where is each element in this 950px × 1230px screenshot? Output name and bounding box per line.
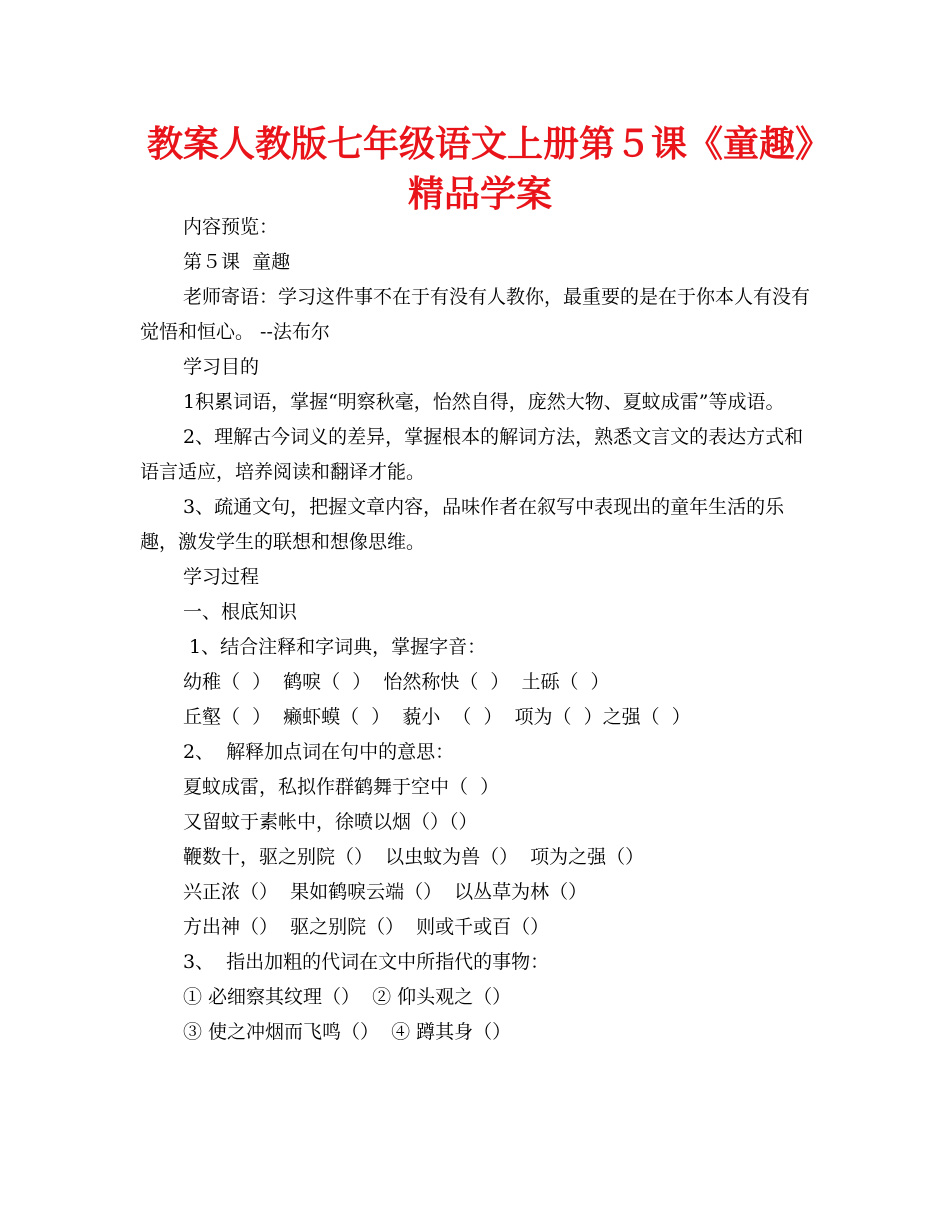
exercise-line: 方出神（） 驱之别院（） 则或千或百（） <box>183 916 550 938</box>
paragraph: 内容预览： <box>183 216 279 238</box>
paragraph: 2、理解古今词义的差异，掌握根本的解词方法，熟悉文言文的表达方式和语言适应，培养阅读和翻译才能。 <box>140 426 804 483</box>
exercise-line: 又留蚊于素帐中，徐喷以烟（）（） <box>183 811 478 833</box>
paragraph: 3、 指出加粗的代词在文中所指代的事物： <box>183 951 550 973</box>
paragraph: 第５课 童趣 <box>183 251 291 273</box>
document-title: 教案人教版七年级语文上册第５课《童趣》精品学案 <box>146 124 813 215</box>
exercise-line: 丘壑（ ） 癞虾蟆（ ） 藐小 （ ） 项为（ ）之强（ ） <box>183 706 691 728</box>
exercise-line: 夏蚊成雷，私拟作群鹤舞于空中（ ） <box>183 776 500 798</box>
exercise-line: 幼稚（ ） 鹤唳（ ） 怡然称快（ ） 土砾（ ） <box>183 671 610 693</box>
paragraph: 1积累词语，掌握“明察秋毫，怡然自得，庞然大物、夏蚊成雷”等成语。 <box>183 391 785 413</box>
paragraph: 3、疏通文句，把握文章内容，品味作者在叙写中表现出的童年生活的乐趣，激发学生的联想和想像思维。 <box>140 496 785 553</box>
section-heading: 学习目的 <box>183 356 260 378</box>
exercise-line: 鞭数十，驱之别院（） 以虫蚊为兽（） 项为之强（） <box>183 846 645 868</box>
exercise-line: ① 必细察其纹理（） ② 仰头观之（） <box>183 986 512 1008</box>
exercise-line: 兴正浓（） 果如鹤唳云端（） 以丛草为林（） <box>183 881 588 903</box>
paragraph: 老师寄语：学习这件事不在于有没有人教你，最重要的是在于你本人有没有觉悟和恒心。 --法布尔 <box>140 286 811 343</box>
paragraph: 1、结合注释和字词典，掌握字音： <box>183 636 487 658</box>
section-heading: 学习过程 <box>183 566 260 588</box>
exercise-line: ③ 使之冲烟而飞鸣（） ④ 蹲其身（） <box>183 1021 512 1043</box>
document-body <box>140 210 820 1050</box>
section-heading: 一、根底知识 <box>183 601 298 623</box>
paragraph: 2、 解释加点词在句中的意思： <box>183 741 455 763</box>
